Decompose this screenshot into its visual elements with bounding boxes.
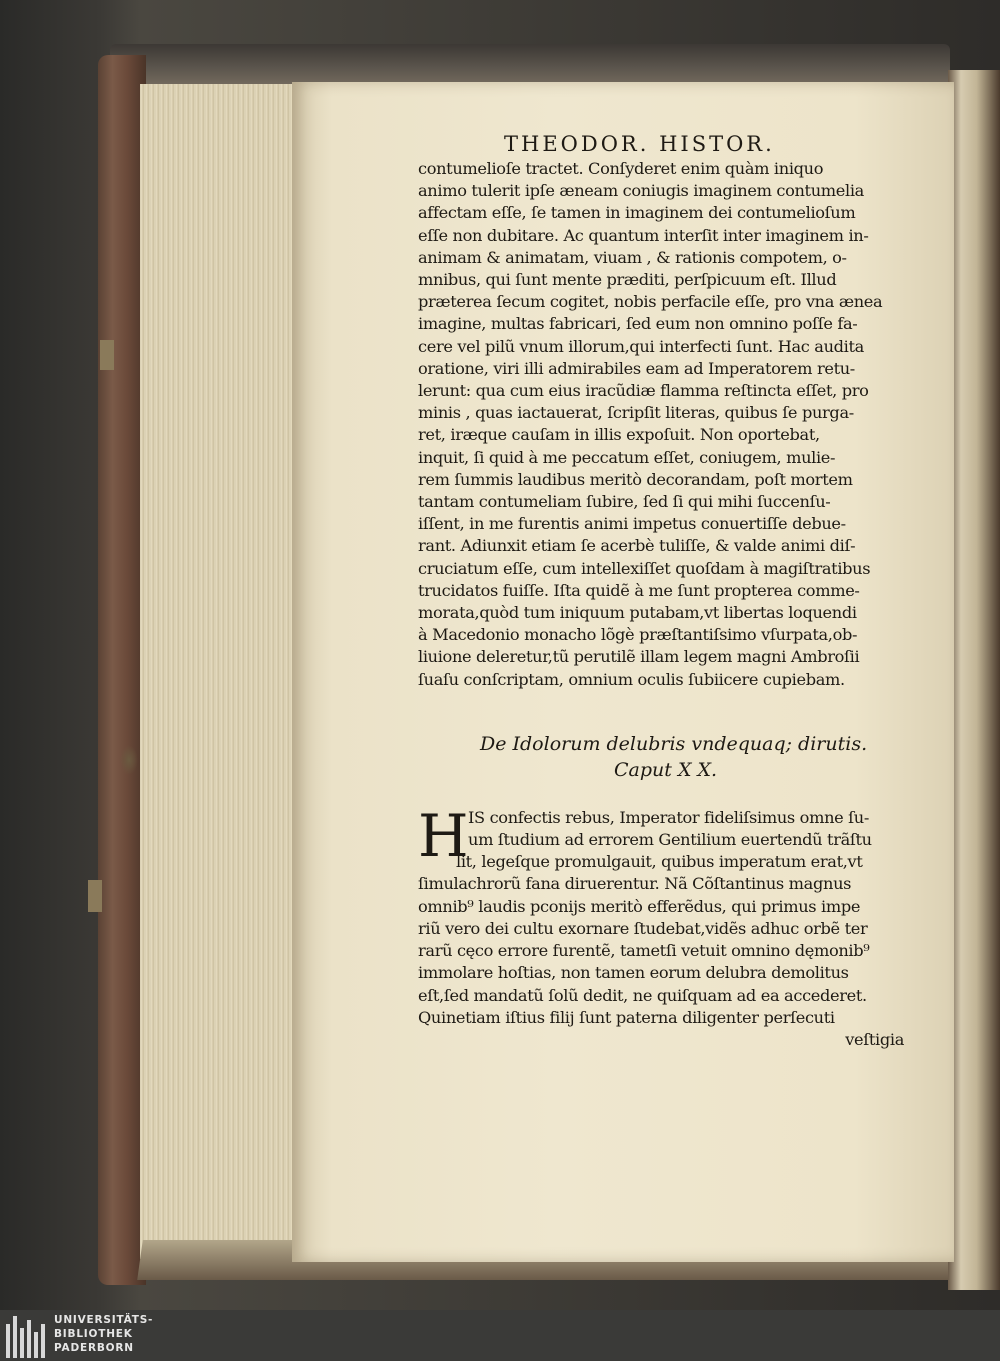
text-line: cere vel pilũ vnum illorum,qui interfecti ſunt. Hac audita (418, 336, 864, 356)
chapter-line: immolare hoſtias, non tamen eorum delubra demolitus (418, 963, 849, 983)
page-edges (140, 84, 300, 1259)
text-line: rem ſummis laudibus meritò decorandam, poſt mortem (418, 469, 853, 489)
library-footer (0, 1310, 1000, 1361)
page-edge-stain (120, 745, 138, 775)
chapter-number: Caput X X. (614, 758, 718, 781)
text-line: eſſe non dubitare. Ac quantum interſit inter imaginem in- (418, 225, 869, 245)
text-line: oratione, viri illi admirabiles eam ad Imperatorem retu- (418, 358, 855, 378)
library-name (54, 1313, 153, 1355)
text-line: minis , quas iactauerat, ſcripſit literas, quibus ſe purga- (418, 403, 854, 423)
text-line: morata,quòd tum iniquum putabam,vt libertas loquendi (418, 603, 857, 623)
dropcap-initial: H (418, 801, 469, 870)
library-name-line: PADERBORN (54, 1342, 134, 1354)
text-line: mnibus, qui ſunt mente præditi, perſpicuum eſt. Illud (418, 270, 837, 290)
chapter-line: IS confectis rebus, Imperator fideliſsimus omne ſu- (468, 807, 870, 827)
text-line: à Macedonio monacho lõgè præſtantiſsimo vſurpata,ob- (418, 625, 858, 645)
chapter-line: omnib⁹ laudis pconijs meritò efferẽdus, qui primus impe (418, 896, 861, 916)
chapter-line: um ſtudium ad errorem Gentilium euertendũ trãſtu (468, 830, 872, 850)
text-line: affectam eſſe, ſe tamen in imaginem dei contumelioſum (418, 203, 856, 223)
text-line: rant. Adiunxit etiam ſe acerbè tuliſſe, & valde animi diſ- (418, 536, 856, 556)
page-text-block (418, 130, 908, 1051)
chapter-line: Quinetiam iſtius filij ſunt paterna diligenter perſecuti (418, 1007, 835, 1027)
chapter-line: rarũ cęco errore furentẽ, tametſi vetuit omnino dęmonib⁹ (418, 941, 870, 961)
chapter-body (418, 801, 908, 1051)
text-line: contumelioſe tractet. Conſyderet enim quàm iniquo (418, 159, 824, 178)
text-line: inquit, ſi quid à me peccatum eſſet, coniugem, mulie- (418, 447, 836, 467)
chapter-line: lit, legeſque promulgauit, quibus imperatum erat,vt (456, 852, 863, 872)
chapter-line: ſimulachrorũ fana diruerentur. Nã Cõſtantinus magnus (418, 874, 852, 894)
text-line: trucidatos fuiſſe. Iſta quidẽ à me ſunt propterea comme- (418, 580, 860, 600)
text-line: præterea ſecum cogitet, nobis perfacile eſſe, pro vna ænea (418, 292, 883, 312)
chapter-title: De Idolorum delubris vndequaq; dirutis. (480, 732, 868, 755)
text-line: imagine, multas fabricari, ſed eum non omnino poſſe fa- (418, 314, 858, 334)
text-line: ſuaſu conſcriptam, omnium oculis ſubiicere cupiebam. (418, 669, 845, 689)
text-line: iſſent, in me furentis animi impetus conuertiſſe debue- (418, 514, 846, 534)
running-head: THEODOR. HISTOR. (504, 132, 775, 156)
facing-page-edge (948, 70, 1000, 1290)
library-name-line: BIBLIOTHEK (54, 1328, 133, 1340)
clasp-upper (100, 340, 114, 370)
text-line: ret, iræque cauſam in illis expoſuit. Non oportebat, (418, 425, 820, 445)
library-name-line: UNIVERSITÄTS- (54, 1314, 154, 1326)
book-spine-cover (98, 55, 146, 1285)
text-line: animo tulerit ipſe æneam coniugis imaginem contumelia (418, 181, 864, 201)
text-line: tantam contumeliam ſubire, ſed ſi qui mihi ſuccenſu- (418, 492, 831, 512)
text-body (418, 158, 908, 691)
library-logo-icon (6, 1316, 46, 1358)
clasp-lower (88, 880, 102, 912)
chapter-line: riũ vero dei cultu exornare ſtudebat,vidẽs adhuc orbẽ ter (418, 918, 868, 938)
text-line: lerunt: qua cum eius iracũdiæ flamma reſtincta eſſet, pro (418, 381, 869, 401)
text-line: cruciatum eſſe, cum intellexiſſet quoſdam à magiſtratibus (418, 558, 871, 578)
catchword: veſtigia (845, 1029, 904, 1049)
text-line: animam & animatam, viuam , & rationis compotem, o- (418, 247, 847, 267)
text-line: liuione deleretur,tũ perutilẽ illam legem magni Ambroſii (418, 647, 860, 667)
chapter-line: eſt,ſed mandatũ ſolũ dedit, ne quiſquam ad ea accederet. (418, 985, 867, 1005)
